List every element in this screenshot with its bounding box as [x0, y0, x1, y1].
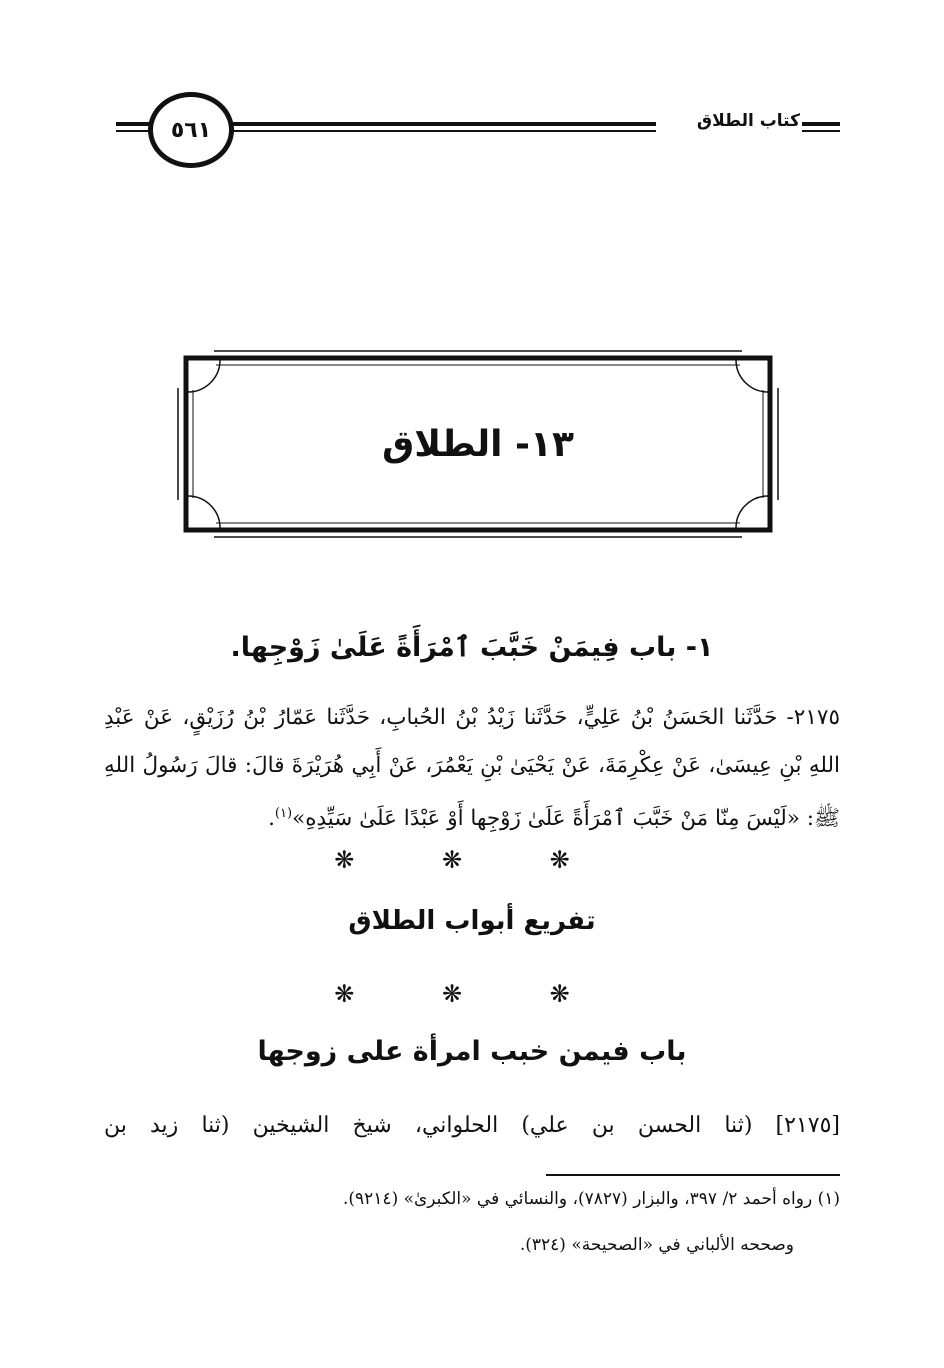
- page-number-oval: [148, 92, 234, 168]
- page-header: [0, 0, 944, 200]
- footnote-separator: [546, 1174, 840, 1176]
- page-number: ٥٦١: [170, 117, 212, 143]
- header-rule-right-top: [802, 122, 840, 126]
- hadith-end: .: [268, 806, 275, 832]
- footnote-line-1: (١) رواه أحمد ٢/ ٣٩٧، والبزار (٧٨٢٧)، والنسائي في «الكبرىٰ» (٩٢١٤).: [342, 1189, 840, 1209]
- chapter-title: ١٣- الطلاق: [382, 423, 574, 465]
- section-heading: تفريع أبواب الطلاق: [348, 906, 596, 936]
- footnote-line-2: وصححه الألباني في «الصحيحة» (٣٢٤).: [519, 1235, 794, 1255]
- chapter-title-frame: [176, 348, 780, 540]
- footnote-ref: (١): [274, 806, 293, 821]
- bab-heading-commentary: باب فيمن خبب امرأة على زوجها: [257, 1036, 687, 1067]
- section-divider-stars: ❋ ❋ ❋: [334, 846, 610, 874]
- hadith-body: ٢١٧٥- حَدَّثَنا الحَسَنُ بْنُ عَلِيٍّ، حَدَّثَنا زَيْدُ بْنُ الحُبابِ، حَدَّثَنا عَمّارُ بْنُ رُزَيْقٍ، عَنْ عَبْدِ اللهِ بْنِ عِيسَىٰ، عَنْ عِكْرِمَةَ، عَنْ يَحْيَىٰ بْنِ يَعْمُرَ، عَنْ أَبِي هُرَيْرَةَ قالَ: قالَ رَسُولُ اللهِ ﷺ: «لَيْسَ مِنّا مَنْ خَبَّبَ ٱمْرَأَةً عَلَىٰ زَوْجِها أَوْ عَبْدًا عَلَىٰ سَيِّدِهِ»: [104, 705, 840, 832]
- header-rule-mid-top: [218, 122, 656, 126]
- running-header-title: كتاب الطلاق: [696, 111, 800, 131]
- hadith-text: [104, 694, 840, 843]
- header-rule-mid-bottom: [218, 130, 656, 132]
- commentary-text: [٢١٧٥] (ثنا الحسن بن علي) الحلواني، شيخ الشيخين (ثنا زيد بن: [104, 1113, 840, 1138]
- section-divider-stars: ❋ ❋ ❋: [334, 980, 610, 1008]
- header-rule-right-bottom: [802, 130, 840, 132]
- bab-heading: ١- باب فِيمَنْ خَبَّبَ ٱمْرَأَةً عَلَىٰ زَوْجِها.: [230, 632, 714, 663]
